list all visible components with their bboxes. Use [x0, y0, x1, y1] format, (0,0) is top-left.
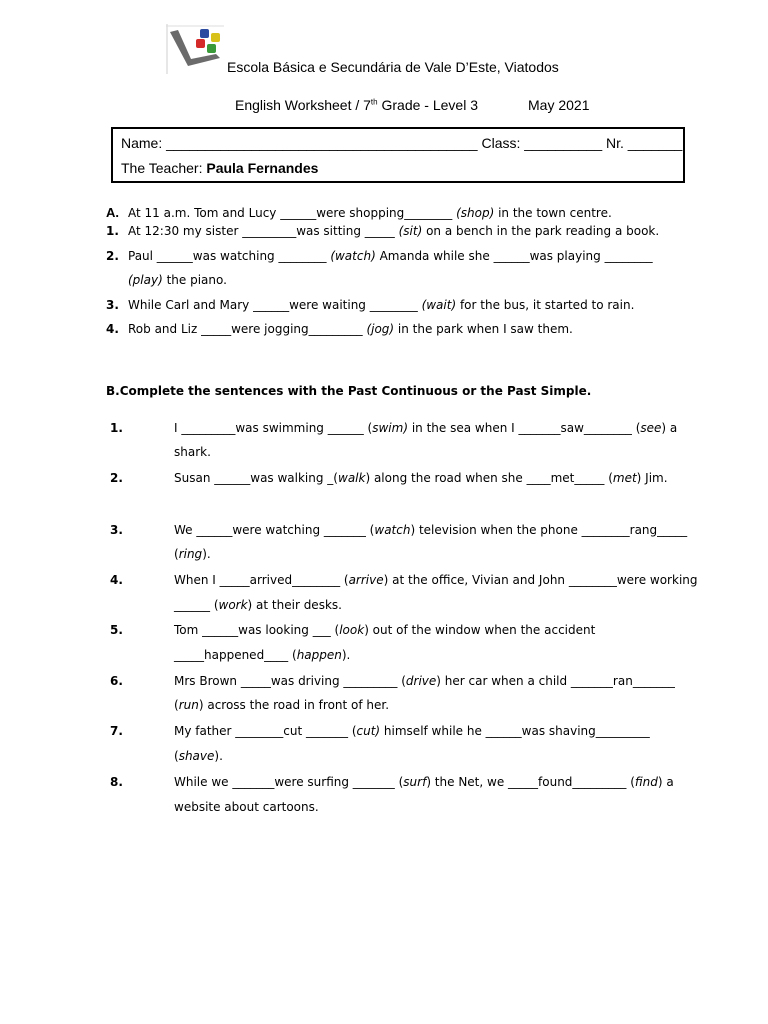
sentence-text: We ______were watching _______ (watch) television when the phone ________rang_____: [174, 523, 688, 537]
class-field: Class: __________ Nr. _______: [481, 135, 683, 151]
name-class-line: [121, 135, 682, 151]
sentence-text: (shave).: [174, 749, 223, 763]
sentence-text: Tom ______was looking ___ (look) out of the window when the accident: [174, 623, 596, 637]
worksheet-date: May 2021: [528, 97, 590, 113]
item-number: 7.: [110, 724, 123, 738]
sentence-text: At 11 a.m. Tom and Lucy ______were shopping________ (shop) in the town centre.: [128, 206, 612, 220]
worksheet-title: [235, 97, 590, 113]
item-number: 4.: [110, 573, 123, 587]
sentence-text: (run) across the road in front of her.: [174, 698, 390, 712]
item-number: 5.: [110, 623, 123, 637]
sentence-text: While we _______were surfing _______ (surf) the Net, we _____found_________ (find) a: [174, 775, 674, 789]
teacher-label: The Teacher:: [121, 160, 207, 176]
item-number: 3.: [106, 298, 119, 312]
item-number: 1.: [106, 224, 119, 238]
sentence-text: When I _____arrived________ (arrive) at the office, Vivian and John ________were working: [174, 573, 698, 587]
sentence-text: Mrs Brown _____was driving _________ (drive) her car when a child _______ran_______: [174, 674, 675, 688]
sentence-text: shark.: [174, 445, 211, 459]
item-number: 1.: [110, 421, 123, 435]
worksheet-title-suffix: Grade - Level 3: [377, 97, 478, 113]
sentence-text: Susan ______was walking _(walk) along the road when she ____met_____ (met) Jim.: [174, 471, 668, 485]
teacher-line: [121, 160, 318, 176]
section-a-label: A.: [106, 205, 119, 220]
student-info-box: [111, 127, 685, 183]
name-field: Name: ________________________________________: [121, 135, 478, 151]
sentence-text: At 12:30 my sister _________was sitting _____ (sit) on a bench in the park reading a book.: [128, 224, 660, 238]
sentence-text: (play) the piano.: [128, 273, 227, 287]
school-logo: [166, 24, 224, 74]
sentence-text: _____happened____ (happen).: [174, 648, 351, 662]
item-number: 8.: [110, 775, 123, 789]
sentence-text: While Carl and Mary ______were waiting ________ (wait) for the bus, it started to rain.: [128, 298, 635, 312]
sentence-text: Paul ______was watching ________ (watch) Amanda while she ______was playing ________: [128, 249, 653, 263]
worksheet-title-sup: th: [370, 97, 378, 107]
worksheet-title-prefix: English Worksheet / 7: [235, 97, 371, 113]
sentence-text: My father ________cut _______ (cut) himself while he ______was shaving_________: [174, 724, 650, 738]
sentence-text: I _________was swimming ______ (swim) in the sea when I _______saw________ (see) a: [174, 421, 678, 435]
sentence-text: (ring).: [174, 547, 211, 561]
sentence-text: website about cartoons.: [174, 800, 319, 814]
sentence-text: Rob and Liz _____were jogging_________ (jog) in the park when I saw them.: [128, 322, 573, 336]
item-number: 2.: [106, 249, 119, 263]
school-name: Escola Básica e Secundária de Vale D’Este, Viatodos: [227, 59, 559, 75]
teacher-name: Paula Fernandes: [206, 160, 319, 176]
item-number: 3.: [110, 523, 123, 537]
item-number: 6.: [110, 674, 123, 688]
section-b-title: B.Complete the sentences with the Past Continuous or the Past Simple.: [106, 384, 592, 398]
item-number: 4.: [106, 322, 119, 336]
sentence-text: ______ (work) at their desks.: [174, 598, 342, 612]
item-number: 2.: [110, 471, 123, 485]
